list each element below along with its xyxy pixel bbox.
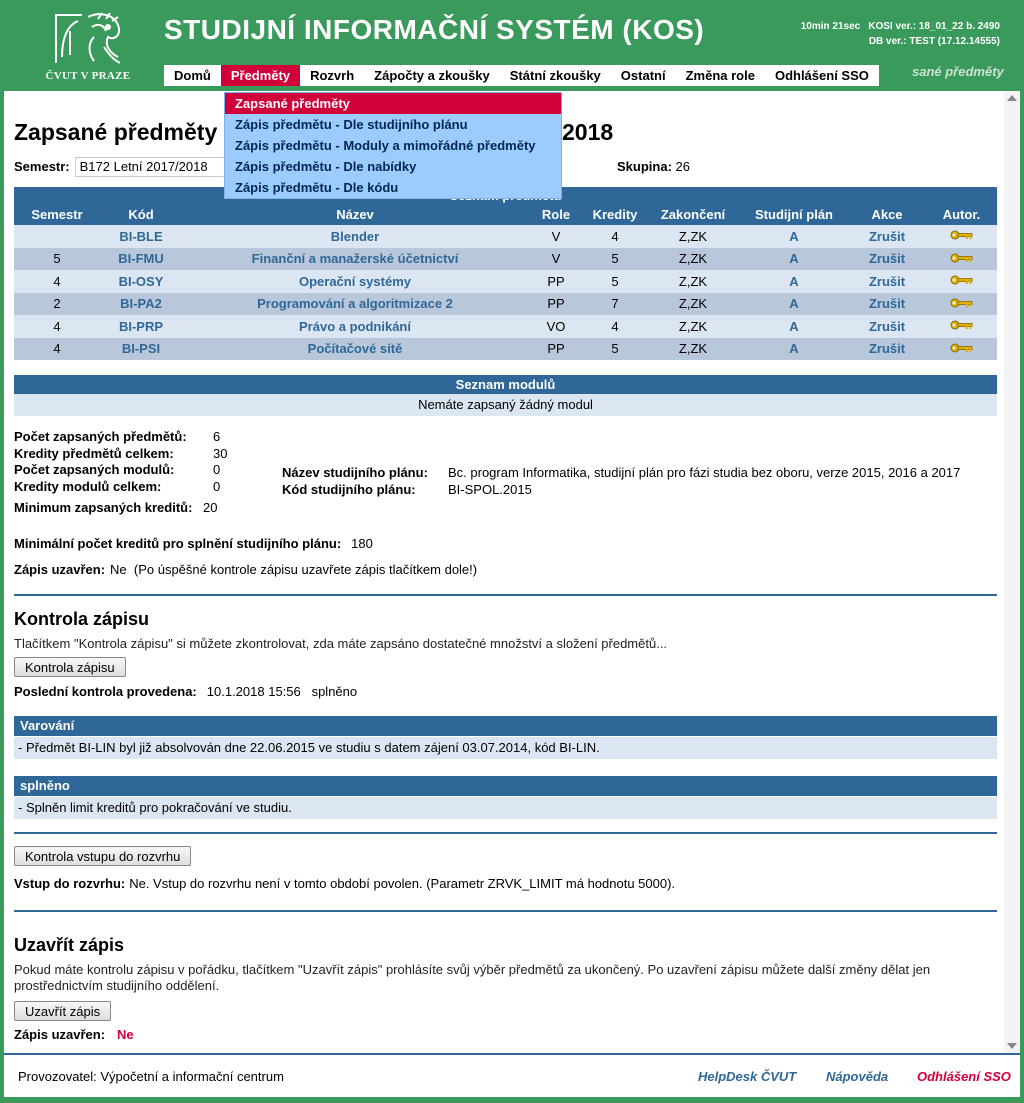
course-kredity: 4 xyxy=(584,225,646,248)
nav-item-rozvrh[interactable]: Rozvrh xyxy=(310,68,355,83)
divider xyxy=(14,832,997,834)
skupina-label: Skupina: xyxy=(617,159,672,174)
current-page-indicator: sané předměty xyxy=(912,64,1004,79)
menu-item-zapis-dle-planu[interactable]: Zápis předmětu - Dle studijního plánu xyxy=(235,117,468,132)
col-kredity: Kredity xyxy=(584,204,646,225)
course-kod-link[interactable]: BI-FMU xyxy=(100,248,182,271)
page-title-year: 2018 xyxy=(562,119,614,145)
kontrola-zapisu-button[interactable]: Kontrola zápisu xyxy=(14,657,126,677)
page-title-text: Zapsané předměty xyxy=(14,119,218,145)
zapis-uzavren-status-value: Ne xyxy=(117,1027,134,1042)
uzavrit-zapis-button[interactable]: Uzavřít zápis xyxy=(14,1001,111,1021)
course-authorization xyxy=(926,338,997,361)
course-nazev-link[interactable]: Operační systémy xyxy=(182,270,528,293)
course-plan-link[interactable]: A xyxy=(740,270,848,293)
summary-right xyxy=(282,465,960,498)
zapis-uzavren-status xyxy=(14,1027,134,1044)
nav-item-predmety[interactable]: Předměty xyxy=(221,65,300,86)
summary-left xyxy=(14,429,227,517)
course-role: PP xyxy=(528,338,584,361)
skupina-info xyxy=(617,159,690,174)
kontrola-text: Tlačítkem "Kontrola zápisu" si můžete zkontrolovat, zda máte zapsáno dostatečné množství a složení předmětů... xyxy=(14,636,668,651)
key-icon[interactable] xyxy=(950,319,974,334)
course-authorization xyxy=(926,293,997,316)
course-authorization xyxy=(926,315,997,338)
zapis-uzavren-info xyxy=(14,562,477,579)
nav-item-domu[interactable]: Domů xyxy=(174,68,211,83)
course-semestr: 4 xyxy=(14,315,100,338)
divider xyxy=(14,594,997,596)
course-authorization xyxy=(926,225,997,248)
helpdesk-link[interactable]: HelpDesk ČVUT xyxy=(698,1069,797,1084)
vstup-do-rozvrhu-label: Vstup do rozvrhu: xyxy=(14,876,126,891)
courses-table xyxy=(14,187,997,360)
varovani-heading: Varování xyxy=(14,716,997,736)
course-semestr: 4 xyxy=(14,270,100,293)
course-authorization xyxy=(926,248,997,271)
course-semestr: 5 xyxy=(14,248,100,271)
course-zakonceni: Z,ZK xyxy=(646,248,740,271)
course-role: V xyxy=(528,248,584,271)
course-cancel-link[interactable]: Zrušit xyxy=(848,270,926,293)
course-cancel-link[interactable]: Zrušit xyxy=(848,315,926,338)
course-nazev-link[interactable]: Právo a podnikání xyxy=(182,315,528,338)
semestr-row xyxy=(14,156,225,177)
course-kredity: 5 xyxy=(584,338,646,361)
course-role: VO xyxy=(528,315,584,338)
nav-item-ostatni[interactable]: Ostatní xyxy=(620,68,666,83)
zapis-uzavren-value: Ne (Po úspěšné kontrole zápisu uzavřete zápis tlačítkem dole!) xyxy=(110,562,478,577)
course-semestr: 2 xyxy=(14,293,100,316)
varovani-text: - Předmět BI-LIN byl již absolvován dne 22.06.2015 ve studiu s datem zájení 03.07.2014, kód BI-LIN. xyxy=(14,737,997,759)
vstup-do-rozvrhu-value: Ne. Vstup do rozvrhu není v tomto období povolen. (Parametr ZRVK_LIMIT má hodnotu 5000). xyxy=(129,876,676,891)
course-zakonceni: Z,ZK xyxy=(646,338,740,361)
db-version: DB ver.: TEST (17.12.14555) xyxy=(868,36,1000,47)
course-authorization xyxy=(926,270,997,293)
course-plan-link[interactable]: A xyxy=(740,225,848,248)
course-zakonceni: Z,ZK xyxy=(646,293,740,316)
menu-item-zapis-dle-kodu[interactable]: Zápis předmětu - Dle kódu xyxy=(235,180,399,195)
min-kredity-plan-label: Minimální počet kreditů pro splnění studijního plánu: xyxy=(14,536,342,551)
kosi-version: KOSI ver.: 18_01_22 b. 2490 xyxy=(868,21,1000,32)
course-nazev-link[interactable]: Finanční a manažerské účetnictví xyxy=(182,248,528,271)
kredity-predmetu-value: 30 xyxy=(213,445,228,461)
course-row xyxy=(14,338,997,361)
course-kod-link[interactable]: BI-PRP xyxy=(100,315,182,338)
course-row xyxy=(14,315,997,338)
predmety-dropdown-menu xyxy=(224,92,562,199)
minimum-kreditu-label: Minimum zapsaných kreditů: xyxy=(14,500,193,515)
pocet-predmetu-value: 6 xyxy=(213,429,221,444)
logo-text: ČVUT V PRAZE xyxy=(45,70,131,82)
skupina-value: 26 xyxy=(675,159,690,174)
course-kod-link[interactable]: BI-OSY xyxy=(100,270,182,293)
min-kredity-plan-value: 180 xyxy=(351,536,373,551)
course-row xyxy=(14,270,997,293)
session-timer: 10min 21sec xyxy=(800,21,861,32)
scroll-down-icon[interactable] xyxy=(1007,1043,1017,1049)
course-row xyxy=(14,293,997,316)
splneno-text: - Splněn limit kreditů pro pokračování ve studiu. xyxy=(14,797,997,819)
course-kod-link[interactable]: BI-PSI xyxy=(100,338,182,361)
posledni-kontrola-value: 10.1.2018 15:56 splněno xyxy=(206,684,358,699)
key-icon[interactable] xyxy=(950,274,974,289)
course-kredity: 7 xyxy=(584,293,646,316)
course-kod-link[interactable]: BI-PA2 xyxy=(100,293,182,316)
col-nazev: Název xyxy=(182,204,528,225)
key-icon[interactable] xyxy=(950,229,974,244)
nav-item-zmena-role[interactable]: Změna role xyxy=(685,68,755,83)
course-zakonceni: Z,ZK xyxy=(646,270,740,293)
course-nazev-link[interactable]: Počítačové sítě xyxy=(182,338,528,361)
semestr-label: Semestr: xyxy=(14,159,70,174)
col-akce: Akce xyxy=(848,204,926,225)
course-kredity: 4 xyxy=(584,315,646,338)
bottom-border xyxy=(0,1097,1024,1103)
course-nazev-link[interactable]: Blender xyxy=(182,225,528,248)
scroll-up-icon[interactable] xyxy=(1007,95,1017,101)
splneno-heading: splněno xyxy=(14,776,997,796)
kod-planu-value: BI-SPOL.2015 xyxy=(448,481,532,497)
logout-link[interactable]: Odhlášení SSO xyxy=(917,1069,1011,1084)
kod-planu-label: Kód studijního plánu: xyxy=(282,481,416,497)
left-border xyxy=(0,91,4,1103)
course-plan-link[interactable]: A xyxy=(740,248,848,271)
course-row xyxy=(14,248,997,271)
course-cancel-link[interactable]: Zrušit xyxy=(848,225,926,248)
course-row xyxy=(14,225,997,248)
key-icon[interactable] xyxy=(950,252,974,267)
course-role: V xyxy=(528,225,584,248)
app-title: STUDIJNÍ INFORMAČNÍ SYSTÉM (KOS) xyxy=(164,14,705,45)
pocet-modulu-label: Počet zapsaných modulů: xyxy=(14,462,175,477)
nav-item-zapocty[interactable]: Zápočty a zkoušky xyxy=(374,68,490,83)
main-nav xyxy=(164,65,879,86)
semestr-select[interactable]: B172 Letní 2017/2018 xyxy=(75,157,225,177)
course-cancel-link[interactable]: Zrušit xyxy=(848,293,926,316)
course-cancel-link[interactable]: Zrušit xyxy=(848,338,926,361)
course-plan-link[interactable]: A xyxy=(740,315,848,338)
course-kredity: 5 xyxy=(584,270,646,293)
course-role: PP xyxy=(528,270,584,293)
nazev-planu-value: Bc. program Informatika, studijní plán pro fázi studia bez oboru, verze 2015, 2016 a 2017 xyxy=(448,465,961,480)
course-zakonceni: Z,ZK xyxy=(646,225,740,248)
course-plan-link[interactable]: A xyxy=(740,338,848,361)
key-icon[interactable] xyxy=(950,342,974,357)
kontrola-rozvrhu-button[interactable]: Kontrola vstupu do rozvrhu xyxy=(14,846,191,866)
footer-provider: Provozovatel: Výpočetní a informační centrum xyxy=(18,1069,284,1084)
course-plan-link[interactable]: A xyxy=(740,293,848,316)
zapis-uzavren-label: Zápis uzavřen: xyxy=(14,562,106,577)
vstup-do-rozvrhu xyxy=(14,876,675,893)
course-zakonceni: Z,ZK xyxy=(646,315,740,338)
posledni-kontrola xyxy=(14,684,357,701)
course-kredity: 5 xyxy=(584,248,646,271)
pocet-modulu-value: 0 xyxy=(213,462,221,477)
kontrola-heading: Kontrola zápisu xyxy=(14,609,150,629)
col-autor: Autor. xyxy=(926,204,997,225)
course-cancel-link[interactable]: Zrušit xyxy=(848,248,926,271)
cvut-logo[interactable] xyxy=(40,7,136,89)
footer xyxy=(4,1053,1020,1097)
course-role: PP xyxy=(528,293,584,316)
menu-item-zapsane-predmety[interactable]: Zapsané předměty xyxy=(225,93,561,114)
minimum-kreditu-value: 20 xyxy=(203,500,218,515)
course-kod-link[interactable]: BI-BLE xyxy=(100,225,182,248)
lion-emblem-icon xyxy=(48,7,128,69)
app-header xyxy=(0,0,1024,91)
pocet-predmetu-label: Počet zapsaných předmětů: xyxy=(14,429,187,444)
min-kredity-plan xyxy=(14,536,373,553)
menu-item-zapis-moduly[interactable]: Zápis předmětu - Moduly a mimořádné předměty xyxy=(235,138,536,153)
col-zakonceni: Zakončení xyxy=(646,204,740,225)
nav-item-odhlaseni[interactable]: Odhlášení SSO xyxy=(774,68,869,83)
col-semestr: Semestr xyxy=(14,204,100,225)
modules-section xyxy=(14,375,997,416)
course-semestr: 4 xyxy=(14,338,100,361)
divider xyxy=(14,910,997,912)
napoveda-link[interactable]: Nápověda xyxy=(826,1069,889,1084)
col-kod: Kód xyxy=(100,204,182,225)
course-nazev-link[interactable]: Programování a algoritmizace 2 xyxy=(182,293,528,316)
uzavrit-text: Pokud máte kontrolu zápisu v pořádku, tlačítkem "Uzavřít zápis" prohlásíte svůj výběr předmětů za ukončený. Po uzavření zápisu můžete další změny dělat jen prostřednictvím studijního oddělení. xyxy=(14,962,931,993)
modules-empty-text: Nemáte zapsaný žádný modul xyxy=(14,394,997,416)
kredity-predmetu-label: Kredity předmětů celkem: xyxy=(14,445,174,461)
version-info xyxy=(793,19,1000,49)
nav-item-statni-zkousky[interactable]: Státní zkoušky xyxy=(509,68,601,83)
courses-header-row xyxy=(14,204,997,225)
kredity-modulu-label: Kredity modulů celkem: xyxy=(14,478,162,494)
course-semestr xyxy=(14,225,100,248)
posledni-kontrola-label: Poslední kontrola provedena: xyxy=(14,684,197,699)
vertical-scrollbar[interactable] xyxy=(1004,91,1020,1053)
nazev-planu-label: Název studijního plánu: xyxy=(282,465,428,480)
zapis-uzavren-status-label: Zápis uzavřen: xyxy=(14,1027,106,1042)
key-icon[interactable] xyxy=(950,297,974,312)
col-studijni-plan: Studijní plán xyxy=(740,204,848,225)
right-border xyxy=(1020,91,1024,1103)
menu-item-zapis-dle-nabidky[interactable]: Zápis předmětu - Dle nabídky xyxy=(235,159,417,174)
kredity-modulu-value: 0 xyxy=(213,478,221,494)
col-role: Role xyxy=(528,204,584,225)
uzavrit-heading: Uzavřít zápis xyxy=(14,935,125,955)
modules-title: Seznam modulů xyxy=(14,375,997,394)
